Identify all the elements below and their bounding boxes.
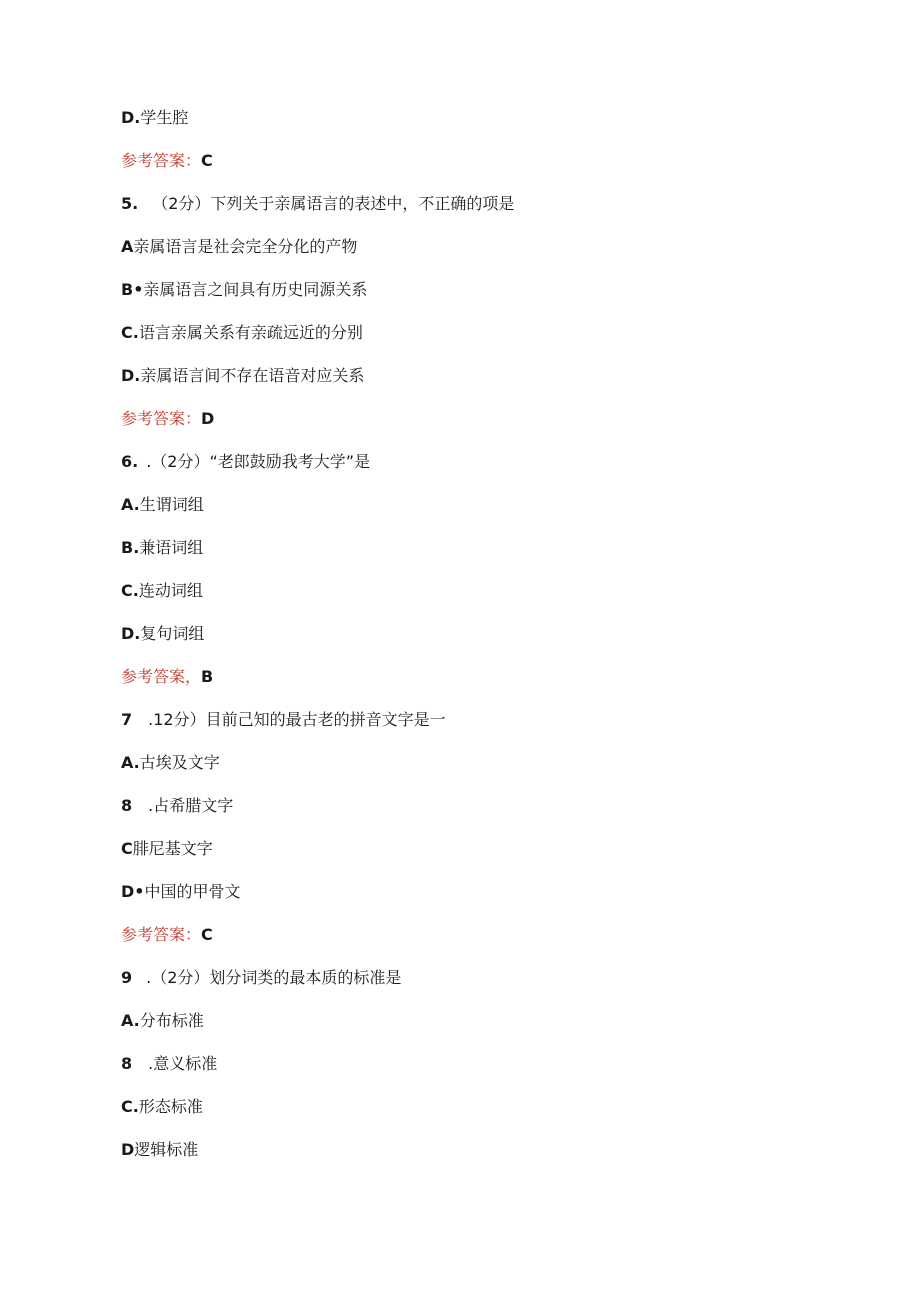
question-line	[121, 965, 401, 991]
question-line	[121, 191, 514, 217]
answer-value: C	[201, 925, 213, 944]
option-letter: A.	[121, 1011, 140, 1030]
option-text: .占希腊文字	[148, 796, 234, 815]
option-text: 语言亲属关系有亲疏远近的分别	[138, 323, 363, 342]
answer-line	[121, 922, 213, 948]
question-number: 6.	[121, 452, 139, 471]
option-letter: D	[121, 1140, 135, 1159]
answer-line	[121, 406, 214, 432]
option-line	[121, 105, 188, 131]
option-letter: C	[121, 839, 133, 858]
answer-line	[121, 148, 213, 174]
option-text: 亲属语言之间具有历史同源关系	[143, 280, 368, 299]
option-line	[121, 578, 203, 604]
option-letter: D.	[121, 624, 141, 643]
question-text: .（2分）“老郎鼓励我考大学”是	[146, 452, 371, 471]
option-text: 生谓词组	[139, 495, 204, 514]
option-text: 亲属语言间不存在语音对应关系	[140, 366, 365, 385]
option-text: 逻辑标准	[134, 1140, 199, 1159]
option-letter: 8	[121, 796, 133, 815]
option-letter: C.	[121, 1097, 139, 1116]
option-letter: D•	[121, 882, 145, 901]
option-line	[121, 793, 233, 819]
option-text: 古埃及文字	[139, 753, 220, 772]
option-line	[121, 320, 363, 346]
option-letter: D.	[121, 366, 141, 385]
option-text: 形态标准	[138, 1097, 203, 1116]
option-letter: B•	[121, 280, 144, 299]
question-text: .（2分）划分词类的最本质的标准是	[146, 968, 402, 987]
question-number: 5.	[121, 194, 139, 213]
question-text: （2分）下列关于亲属语言的表述中，不正确的项是	[152, 194, 515, 213]
answer-value: B	[201, 667, 214, 686]
option-line	[121, 363, 364, 389]
option-letter: A.	[121, 495, 140, 514]
option-letter: B.	[121, 538, 140, 557]
answer-label: 参考答案：	[121, 925, 202, 944]
option-line	[121, 535, 203, 561]
option-text: 复句词组	[140, 624, 205, 643]
option-line	[121, 836, 213, 862]
option-text: 连动词组	[138, 581, 203, 600]
option-letter: D.	[121, 108, 141, 127]
answer-label: 参考答案，	[121, 667, 202, 686]
option-line	[121, 492, 204, 518]
option-line	[121, 879, 241, 905]
option-letter: 8	[121, 1054, 133, 1073]
question-text: .12分）目前己知的最古老的拼音文字是一	[148, 710, 446, 729]
question-number: 7	[121, 710, 133, 729]
option-text: .意义标准	[148, 1054, 218, 1073]
option-text: 亲属语言是社会完全分化的产物	[133, 237, 358, 256]
answer-line	[121, 664, 213, 690]
answer-label: 参考答案：	[121, 409, 202, 428]
option-line	[121, 750, 220, 776]
option-text: 中国的甲骨文	[144, 882, 241, 901]
option-line	[121, 1137, 198, 1163]
question-line	[121, 449, 370, 475]
question-number: 9	[121, 968, 133, 987]
question-line	[121, 707, 446, 733]
answer-value: C	[201, 151, 213, 170]
option-text: 分布标准	[139, 1011, 204, 1030]
option-text: 兼语词组	[139, 538, 204, 557]
option-line	[121, 621, 204, 647]
option-line	[121, 1051, 217, 1077]
option-text: 腓尼基文字	[132, 839, 213, 858]
answer-value: D	[201, 409, 215, 428]
option-line	[121, 1094, 203, 1120]
option-line	[121, 277, 367, 303]
option-letter: C.	[121, 581, 139, 600]
option-letter: A.	[121, 753, 140, 772]
option-line	[121, 1008, 204, 1034]
option-letter: C.	[121, 323, 139, 342]
option-line	[121, 234, 357, 260]
answer-label: 参考答案：	[121, 151, 202, 170]
option-letter: A	[121, 237, 134, 256]
option-text: 学生腔	[140, 108, 189, 127]
